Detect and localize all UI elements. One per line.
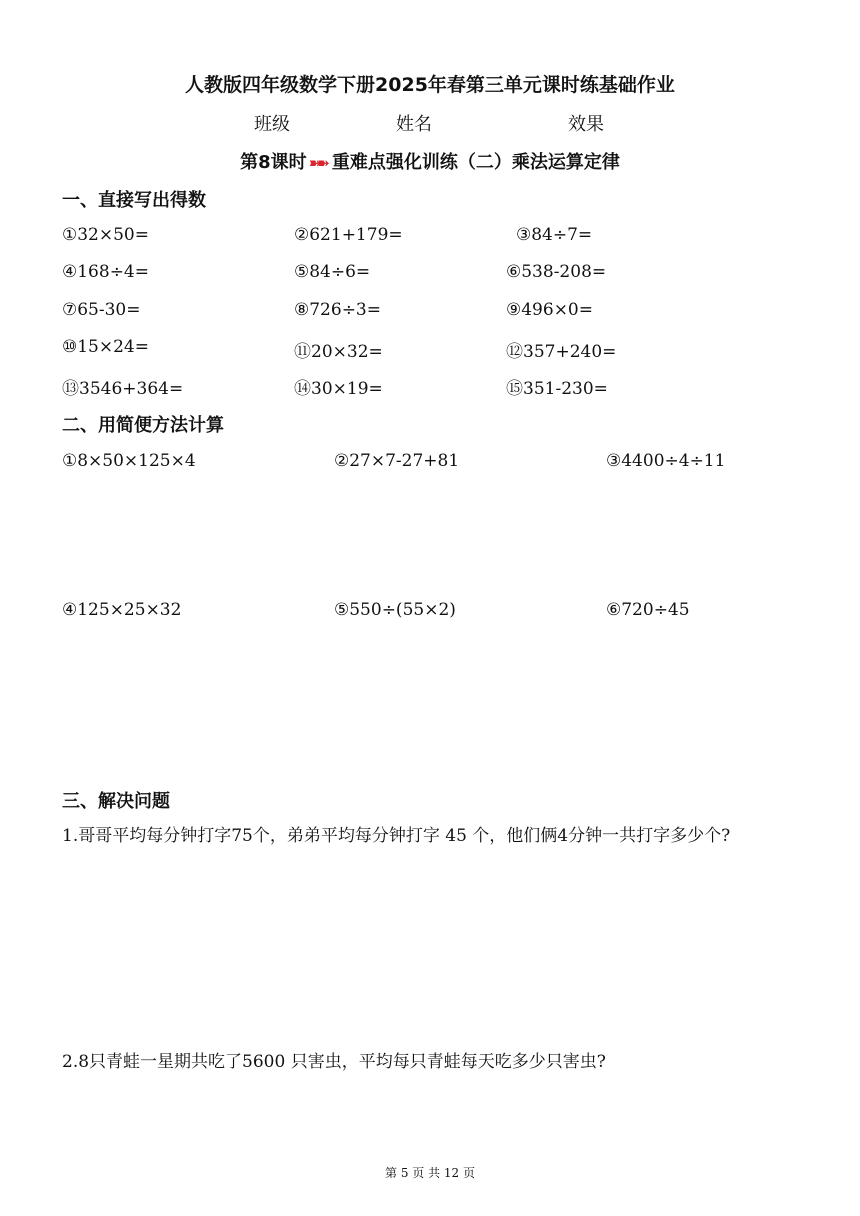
section-heading-1: 一、直接写出得数	[62, 190, 206, 211]
simplify-item: ⑥720÷45	[606, 600, 690, 620]
mental-math-item: ②621+179=	[294, 225, 403, 245]
worksheet-title: 人教版四年级数学下册2025年春第三单元课时练基础作业	[185, 74, 675, 96]
mental-math-item: ③84÷7=	[516, 225, 593, 245]
name-label: 姓名	[396, 114, 432, 135]
mental-math-item: ⑤84÷6=	[294, 262, 371, 282]
simplify-item: ⑤550÷(55×2)	[334, 600, 456, 620]
mental-math-item: ⑨496×0=	[506, 300, 593, 320]
simplify-item: ④125×25×32	[62, 600, 182, 620]
effect-label: 效果	[568, 114, 604, 135]
mental-math-item: ⑮351-230=	[506, 379, 608, 399]
lesson-topic: 重难点强化训练（二）乘法运算定律	[331, 152, 620, 173]
lesson-number: 第8课时	[240, 152, 307, 173]
mental-math-item: ⑭30×19=	[294, 379, 383, 399]
lesson-subtitle	[0, 148, 860, 174]
simplify-item: ③4400÷4÷11	[606, 451, 726, 471]
mental-math-item: ⑪20×32=	[294, 342, 383, 362]
section-heading-3: 三、解决问题	[62, 791, 170, 812]
mental-math-item: ⑥538-208=	[506, 262, 607, 282]
section-heading-2: 二、用简便方法计算	[62, 415, 224, 436]
mental-math-item: ①32×50=	[62, 225, 149, 245]
simplify-item: ②27×7-27+81	[334, 451, 460, 471]
mental-math-item: ⑫357+240=	[506, 342, 617, 362]
word-problem-2: 2.8只青蛙一星期共吃了5600 只害虫，平均每只青蛙每天吃多少只害虫?	[62, 1052, 606, 1072]
class-label: 班级	[254, 114, 290, 135]
mental-math-item: ⑦65-30=	[62, 300, 141, 320]
mental-math-item: ⑧726÷3=	[294, 300, 381, 320]
mental-math-item: ⑩15×24=	[62, 337, 149, 357]
page-footer: 第 5 页 共 12 页	[385, 1166, 475, 1180]
mental-math-item: ④168÷4=	[62, 262, 149, 282]
double-arrow-icon: ➽➽	[308, 154, 326, 172]
mental-math-item: ⑬3546+364=	[62, 379, 184, 399]
word-problem-1: 1.哥哥平均每分钟打字75个，弟弟平均每分钟打字 45 个，他们俩4分钟一共打字多少个?	[62, 826, 731, 846]
simplify-item: ①8×50×125×4	[62, 451, 196, 471]
